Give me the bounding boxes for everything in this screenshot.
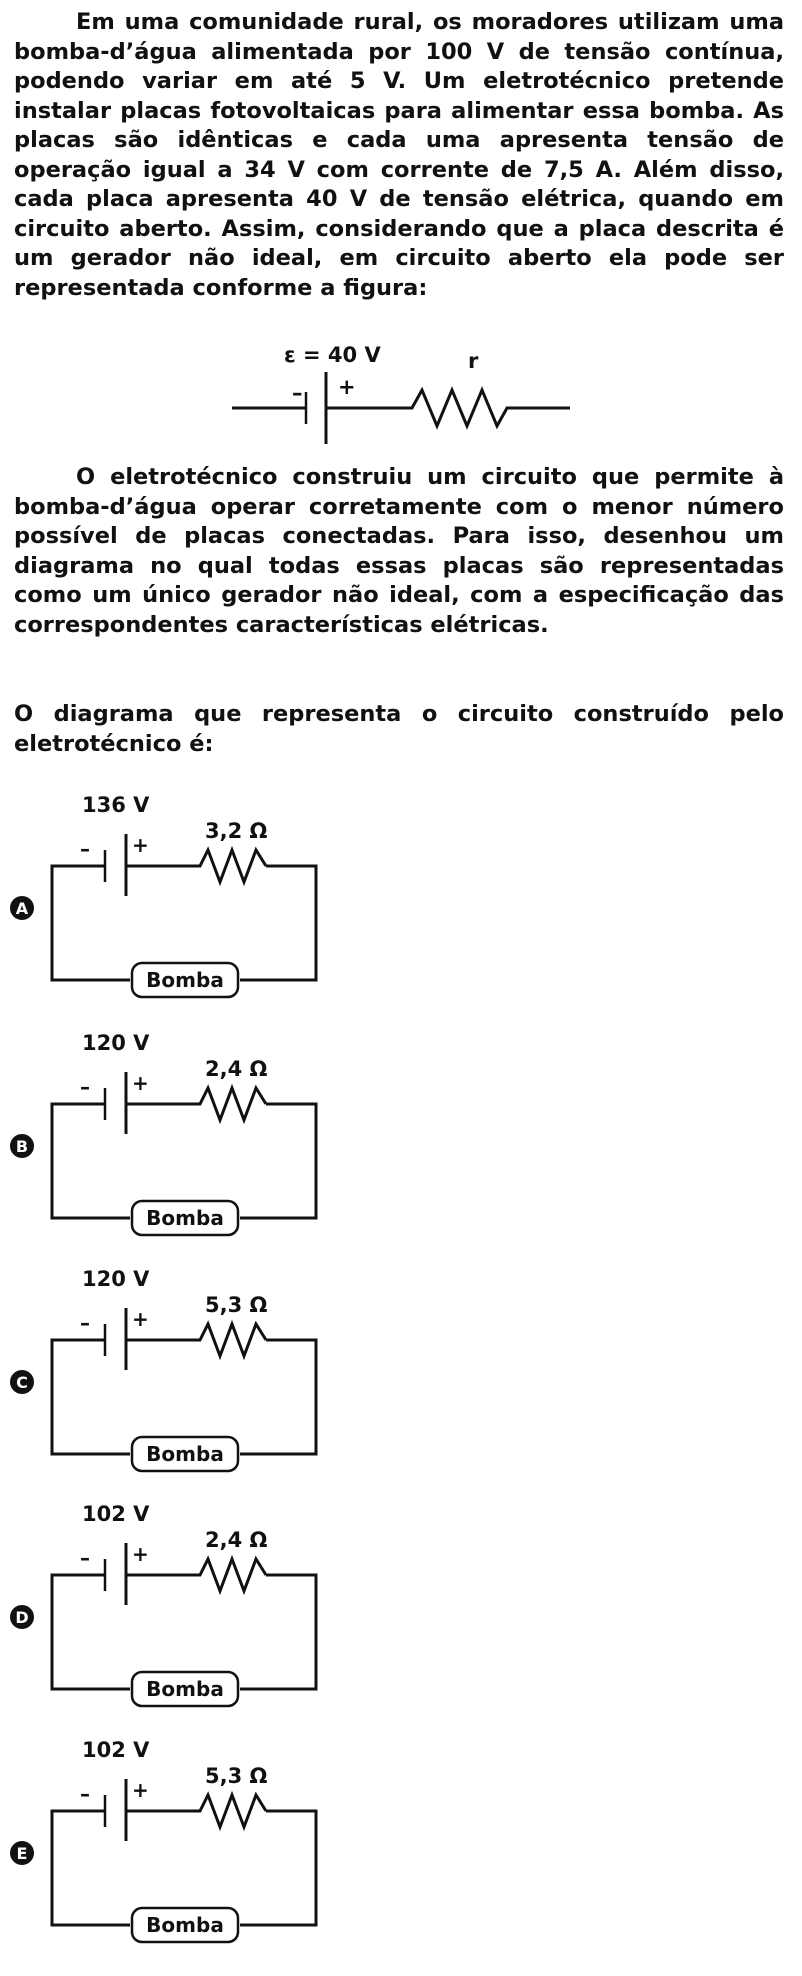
plus-sign: + <box>338 375 356 399</box>
option-b[interactable] <box>0 1026 360 1246</box>
option-c-wire-right <box>240 1340 316 1454</box>
option-c-pump-label: Bomba <box>146 1442 224 1466</box>
option-b-pump-label: Bomba <box>146 1206 224 1230</box>
option-b-letter: B <box>15 1137 29 1156</box>
option-a-wire-left <box>52 866 130 980</box>
option-e-pump-label: Bomba <box>146 1913 224 1937</box>
emf-label: ε = 40 V <box>284 343 381 367</box>
option-d-minus: – <box>80 1546 90 1570</box>
option-c-wire-left <box>52 1340 130 1454</box>
option-e-resistance: 5,3 Ω <box>205 1764 268 1788</box>
option-e-plus: + <box>132 1778 149 1802</box>
option-c-plus: + <box>132 1307 149 1331</box>
option-e-letter: E <box>16 1844 28 1863</box>
minus-sign: – <box>292 381 303 405</box>
option-b-resistance: 2,4 Ω <box>205 1057 268 1081</box>
option-e[interactable] <box>0 1733 360 1953</box>
option-d-wire-left <box>52 1575 130 1689</box>
option-b-voltage: 120 V <box>82 1031 150 1055</box>
option-a-resistance: 3,2 Ω <box>205 819 268 843</box>
option-b-plus: + <box>132 1071 149 1095</box>
resistor-icon <box>327 390 570 426</box>
option-e-wire-left <box>52 1811 130 1925</box>
option-a-pump-label: Bomba <box>146 968 224 992</box>
option-c-letter: C <box>16 1373 28 1392</box>
option-e-voltage: 102 V <box>82 1738 150 1762</box>
option-c-resistance: 5,3 Ω <box>205 1293 268 1317</box>
option-a-letter: A <box>15 899 29 918</box>
option-d-letter: D <box>15 1608 29 1627</box>
option-d-pump-label: Bomba <box>146 1677 224 1701</box>
option-e-wire-right <box>240 1811 316 1925</box>
resistor-label: r <box>468 349 479 373</box>
option-a[interactable] <box>0 788 360 1008</box>
option-e-minus: – <box>80 1782 90 1806</box>
option-a-wire-right <box>240 866 316 980</box>
option-c-voltage: 120 V <box>82 1267 150 1291</box>
option-a-voltage: 136 V <box>82 793 150 817</box>
option-c[interactable] <box>0 1262 360 1482</box>
option-b-wire-left <box>52 1104 130 1218</box>
option-b-minus: – <box>80 1075 90 1099</box>
option-c-minus: – <box>80 1311 90 1335</box>
single-panel-figure <box>0 332 802 452</box>
question-paragraph-1: Em uma comunidade rural, os moradores utilizam uma bomba-d’água alimentada por 100 V de tensão contínua, podendo variar em até 5 V. Um eletrotécnico pretende instalar placas fotovoltaicas para alimentar essa bomba. As placas são idênticas e cada uma apresenta tensão de operação igual a 34 V com corrente de 7,5 A. Além disso, cada placa apresenta 40 V de tensão elétrica, quando em circuito aberto. Assim, considerando que a placa descrita é um gerador não ideal, em circuito aberto ela pode ser representada conforme a figura: <box>14 9 784 301</box>
option-b-wire-right <box>240 1104 316 1218</box>
question-paragraph-3: O diagrama que representa o circuito construído pelo eletrotécnico é: <box>14 701 784 757</box>
option-a-minus: – <box>80 837 90 861</box>
option-d[interactable] <box>0 1497 360 1717</box>
option-d-plus: + <box>132 1542 149 1566</box>
option-d-wire-right <box>240 1575 316 1689</box>
question-paragraph-2: O eletrotécnico construiu um circuito que permite à bomba-d’água operar corretamente com o menor número possível de placas conectadas. Para isso, desenhou um diagrama no qual todas essas placas são representadas como um único gerador não ideal, com a especificação das correspondentes características elétricas. <box>14 464 784 638</box>
option-a-plus: + <box>132 833 149 857</box>
option-d-resistance: 2,4 Ω <box>205 1528 268 1552</box>
option-d-voltage: 102 V <box>82 1502 150 1526</box>
